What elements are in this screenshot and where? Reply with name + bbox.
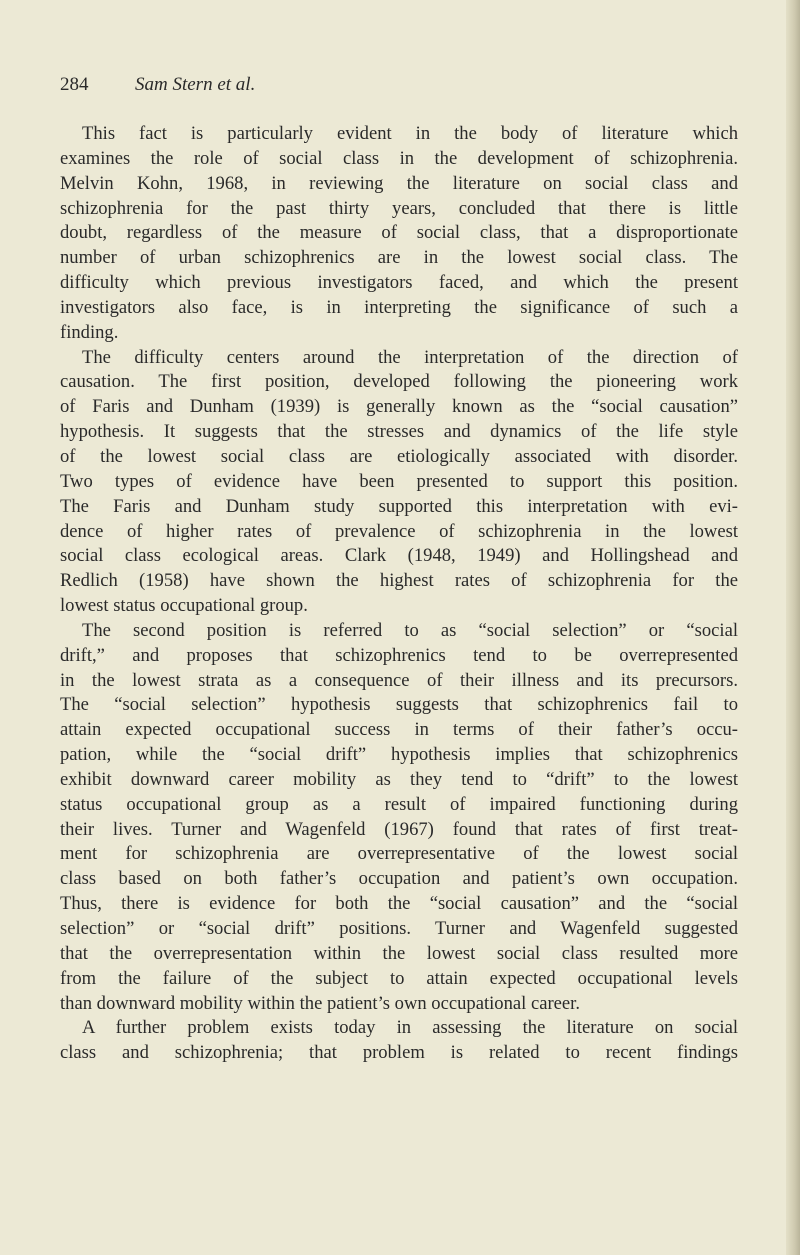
text-line: from the failure of the subject to attain expected occupational levels (60, 967, 738, 989)
text-line: social class ecological areas. Clark (1948, 1949) and Hollingshead and (60, 545, 738, 567)
text-line: The difficulty centers around the interpretation of the direction of (82, 346, 738, 368)
text-line: Two types of evidence have been presented to support this position. (60, 470, 738, 492)
page-number: 284 (60, 74, 89, 95)
body-text (60, 122, 738, 1066)
text-line: pation, while the “social drift” hypothesis implies that schizophrenics (60, 744, 738, 766)
paragraph (60, 1016, 738, 1066)
paragraph (60, 619, 738, 1017)
text-line: class based on both father’s occupation and patient’s own occupation. (60, 868, 738, 890)
text-line: Thus, there is evidence for both the “social causation” and the “social (60, 893, 738, 915)
text-line: The Faris and Dunham study supported this interpretation with evi- (60, 495, 738, 517)
text-line: class and schizophrenia; that problem is related to recent findings (60, 1042, 738, 1064)
text-line: dence of higher rates of prevalence of schizophrenia in the lowest (60, 520, 738, 542)
text-line: investigators also face, is in interpreting the significance of such a (60, 296, 738, 318)
paragraph (60, 346, 738, 619)
text-line: ment for schizophrenia are overrepresentative of the lowest social (60, 843, 738, 865)
text-line: Redlich (1958) have shown the highest rates of schizophrenia for the (60, 570, 738, 592)
text-line: of Faris and Dunham (1939) is generally known as the “social causation” (60, 396, 738, 418)
text-line: their lives. Turner and Wagenfeld (1967) found that rates of first treat- (60, 818, 738, 840)
page-edge-shadow (786, 0, 800, 1255)
text-line: The “social selection” hypothesis suggests that schizophrenics fail to (60, 694, 738, 716)
text-line: in the lowest strata as a consequence of their illness and its precursors. (60, 669, 738, 691)
text-line: This fact is particularly evident in the body of literature which (82, 123, 738, 144)
text-line: A further problem exists today in assessing the literature on social (82, 1017, 738, 1039)
text-line: than downward mobility within the patient’s own occupational career. (60, 992, 580, 1014)
text-line: number of urban schizophrenics are in the lowest social class. The (60, 247, 738, 269)
running-head: Sam Stern et al. (135, 74, 256, 95)
text-line: drift,” and proposes that schizophrenics tend to be overrepresented (60, 644, 738, 666)
text-line: that the overrepresentation within the lowest social class resulted more (60, 942, 738, 964)
text-line: examines the role of social class in the development of schizophrenia. (60, 147, 738, 169)
text-line: doubt, regardless of the measure of social class, that a disproportionate (60, 222, 738, 244)
text-line: finding. (60, 321, 119, 343)
text-line: lowest status occupational group. (60, 595, 308, 617)
text-line: difficulty which previous investigators faced, and which the present (60, 272, 738, 294)
text-line: selection” or “social drift” positions. Turner and Wagenfeld suggested (60, 918, 738, 939)
text-line: status occupational group as a result of impaired functioning during (60, 793, 738, 815)
text-line: Melvin Kohn, 1968, in reviewing the literature on social class and (60, 172, 738, 194)
text-line: hypothesis. It suggests that the stresses and dynamics of the life style (60, 421, 738, 443)
paragraph (60, 122, 738, 346)
text-line: The second position is referred to as “social selection” or “social (82, 619, 738, 641)
text-line: of the lowest social class are etiologically associated with disorder. (60, 445, 738, 467)
text-line: schizophrenia for the past thirty years, concluded that there is little (60, 197, 738, 219)
text-line: causation. The first position, developed following the pioneering work (60, 371, 738, 393)
text-line: exhibit downward career mobility as they tend to “drift” to the lowest (60, 768, 738, 790)
text-line: attain expected occupational success in terms of their father’s occu- (60, 719, 738, 741)
